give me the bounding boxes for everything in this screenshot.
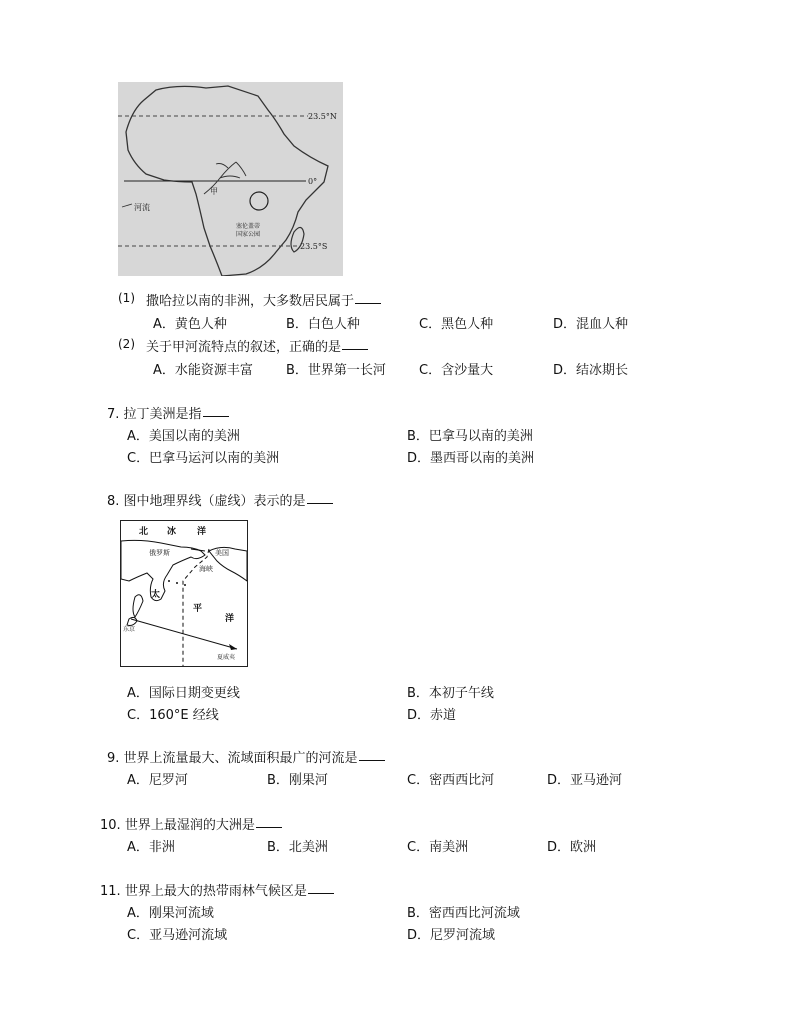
q9-number: 9. [107,751,120,766]
q6-sub1-option-d[interactable]: D．混血人种 [553,317,629,332]
q6-sub1-option-c[interactable]: C．黑色人种 [419,317,494,332]
map-label-ping: 平 [193,604,203,614]
map-label-usa: 美国 [215,549,229,557]
q11-number: 11. [100,884,121,899]
q6-sub1-stem-text: 撒哈拉以南的非洲，大多数居民属于 [146,294,355,309]
map-label-hawaii: 夏威夷 [217,654,236,661]
map-label-bei: 北 [139,527,149,537]
q8-option-c[interactable]: C．160°E 经线 [127,708,219,723]
q7-option-c[interactable]: C．巴拿马运河以南的美洲 [127,451,280,466]
q11-option-c[interactable]: C．亚马逊河流域 [127,928,228,943]
q6-sub2-option-c[interactable]: C．含沙量大 [419,363,494,378]
q8-stem [107,490,333,509]
q7-option-d[interactable]: D．墨西哥以南的美洲 [407,451,535,466]
q9-option-a[interactable]: A．尼罗河 [127,773,188,788]
q11-option-a[interactable]: A．刚果河流域 [127,906,214,921]
map-label-yang-top: 洋 [197,527,207,537]
q6-sub2-stem-text: 关于甲河流特点的叙述，正确的是 [146,340,342,355]
river-label: 河流 [134,203,150,212]
answer-blank [308,892,334,894]
map-label-yang-bottom: 洋 [225,614,235,624]
q9-option-b[interactable]: B．刚果河 [267,773,328,788]
q8-option-a[interactable]: A．国际日期变更线 [127,686,240,701]
q7-number: 7. [107,407,120,422]
q9-stem [107,747,385,766]
q8-number: 8. [107,494,120,509]
answer-blank [256,826,282,828]
answer-blank [342,348,368,350]
answer-blank [307,502,333,504]
park-label-line1: 塞伦盖蒂 [236,223,261,230]
q7-stem [107,403,229,422]
q6-sub2-option-a[interactable]: A．水能资源丰富 [153,363,253,378]
q11-option-d[interactable]: D．尼罗河流域 [407,928,496,943]
q7-stem-text: 拉丁美洲是指 [123,407,202,422]
lat-south-label: 23.5°S [300,242,328,251]
q10-option-c[interactable]: C．南美洲 [407,840,469,855]
q6-sub1-stem [146,290,381,309]
q10-stem [100,814,282,833]
answer-blank [359,759,385,761]
q8-option-d[interactable]: D．赤道 [407,708,457,723]
map-label-bing: 冰 [167,527,177,537]
lat-north-label: 23.5°N [308,112,337,121]
equator-label: 0° [308,177,318,186]
q10-stem-text: 世界上最湿润的大洲是 [124,818,255,833]
q6-sub1-option-a[interactable]: A．黄色人种 [153,317,227,332]
q6-sub1-number: (1) [118,291,135,305]
q6-sub1-option-b[interactable]: B．白色人种 [286,317,360,332]
q10-option-a[interactable]: A．非洲 [127,840,175,855]
q6-sub2-stem [146,336,368,355]
q10-option-b[interactable]: B．北美洲 [267,840,328,855]
q9-option-d[interactable]: D．亚马逊河 [547,773,623,788]
q10-option-d[interactable]: D．欧洲 [547,840,597,855]
q6-sub2-option-b[interactable]: B．世界第一长河 [286,363,386,378]
q11-stem-text: 世界上最大的热带雨林气候区是 [124,884,307,899]
q8-option-b[interactable]: B．本初子午线 [407,686,494,701]
q9-stem-text: 世界上流量最大、流域面积最广的河流是 [123,751,358,766]
q10-number: 10. [100,818,121,833]
q8-stem-text: 图中地理界线（虚线）表示的是 [123,494,306,509]
map-label-tai: 太 [151,590,161,600]
q7-option-a[interactable]: A．美国以南的美洲 [127,429,240,444]
africa-map [118,82,343,276]
q11-stem [100,880,334,899]
answer-blank [203,415,229,417]
map-label-haixia: 海峡 [199,565,213,573]
park-label-line2: 国家公园 [236,231,261,238]
q11-option-b[interactable]: B．密西西比河流域 [407,906,520,921]
jia-label: 甲 [210,187,218,196]
q7-option-b[interactable]: B．巴拿马以南的美洲 [407,429,533,444]
map-label-russia: 俄罗斯 [149,549,170,557]
q6-sub2-option-d[interactable]: D．结冰期长 [553,363,629,378]
map-label-tokyo: 东京 [123,626,136,633]
pacific-map [120,520,248,667]
q9-option-c[interactable]: C．密西西比河 [407,773,495,788]
q6-sub2-number: (2) [118,337,135,351]
answer-blank [355,302,381,304]
